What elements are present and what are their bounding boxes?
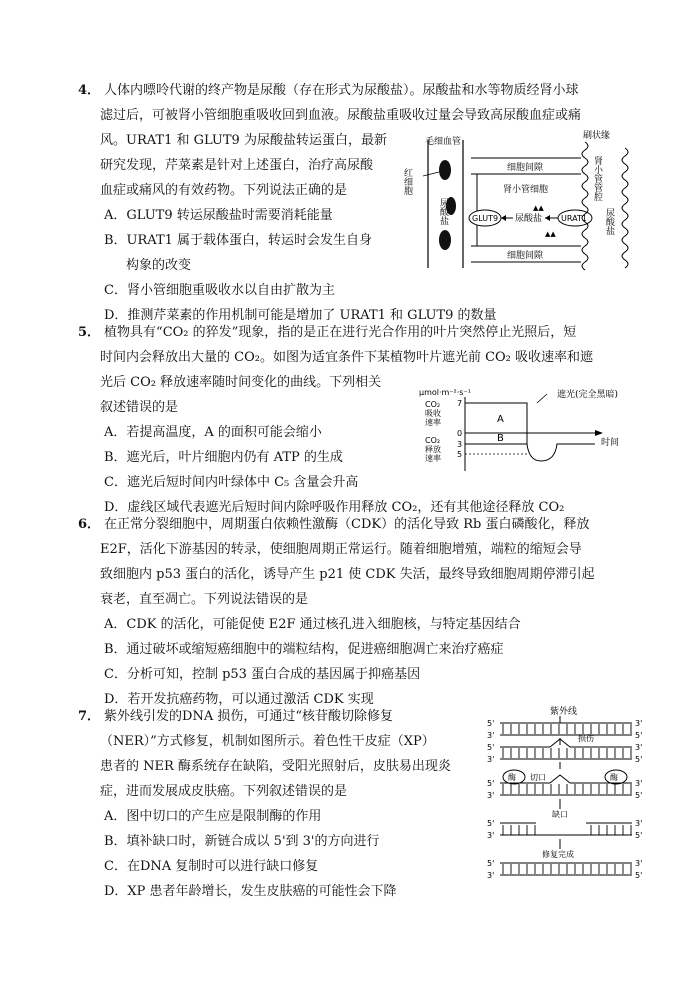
label-gap-top: 细胞间隙 — [507, 163, 544, 173]
svg-text:5': 5' — [635, 755, 643, 764]
q7-line-4: 症，进而发展成皮肤癌。下列叙述错误的是 — [100, 784, 348, 799]
q5-co2-figure — [417, 385, 632, 473]
q5-option-d: D．虚线区域代表遮光后短时间内除呼吸作用释放 CO₂，还有其他途径释放 CO₂ — [104, 500, 565, 515]
q7-option-b: B．填补缺口时，新链合成以 5'到 3'的方向进行 — [104, 834, 380, 849]
svg-text:3': 3' — [487, 791, 495, 800]
svg-text:速率: 速率 — [425, 454, 441, 463]
q5-line-2: 时间内会释放出大量的 CO₂。如图为适宜条件下某植物叶片遮光前 CO₂ 吸收速率和遮 — [100, 350, 594, 365]
q4-kidney-figure — [395, 128, 635, 278]
svg-text:5': 5' — [635, 731, 643, 740]
q5-line-3: 光后 CO₂ 释放速率随时间变化的曲线。下列相关 — [100, 375, 382, 390]
q4-option-c: C．肾小管细胞重吸收水以自由扩散为主 — [104, 283, 335, 298]
q6-option-d: D．若开发抗癌药物，可以通过激活 CDK 实现 — [104, 692, 374, 707]
label-region-b: B — [497, 433, 504, 444]
svg-text:5': 5' — [487, 743, 495, 752]
rbc-shape — [439, 230, 451, 250]
label-lumen: 肾小管管腔 — [592, 156, 602, 201]
label-region-a: A — [497, 414, 504, 425]
label-uv: 紫外线 — [550, 707, 578, 717]
svg-text:5': 5' — [487, 779, 495, 788]
q5-option-c: C．遮光后短时间内叶绿体中 C₅ 含量会升高 — [104, 475, 359, 490]
q4-line-3: 风。URAT1 和 GLUT9 为尿酸盐转运蛋白，最新 — [100, 133, 387, 148]
label-tubule-cell: 肾小管细胞 — [503, 185, 549, 195]
svg-text:3': 3' — [635, 859, 643, 868]
q4-line-2: 滤过后，可被肾小管细胞重吸收回到血液。尿酸盐重吸收过量会导致高尿酸血症或痛 — [100, 108, 582, 123]
q6-option-b: B．通过破坏或缩短癌细胞中的端粒结构，促进癌细胞凋亡来治疗癌症 — [104, 642, 504, 657]
svg-text:5': 5' — [487, 859, 495, 868]
q5-line-1: 5． 植物具有“CO₂ 的猝发”现象，指的是正在进行光合作用的叶片突然停止光照后，短 — [78, 325, 577, 340]
q6-option-a: A．CDK 的活化，可能促使 E2F 通过核孔进入细胞核，与特定基因结合 — [104, 617, 521, 632]
label-time: 时间 — [601, 438, 620, 448]
svg-text:3': 3' — [635, 719, 643, 728]
label-gap: 缺口 — [552, 810, 568, 819]
label-brush-border: 刷状缘 — [583, 131, 611, 141]
q7-line-3: 患者的 NER 酶系统存在缺陷，受阳光照射后，皮肤易出现炎 — [100, 759, 451, 774]
svg-text:5': 5' — [635, 871, 643, 880]
q4-option-b-cont: 构象的改变 — [126, 258, 192, 273]
q4-option-d: D．推测芹菜素的作用机制可能是增加了 URAT1 和 GLUT9 的数量 — [104, 308, 497, 323]
q4-line-4: 研究发现，芹菜素是针对上述蛋白，治疗高尿酸 — [100, 158, 374, 173]
dna-gap — [487, 819, 642, 840]
svg-text:CO₂: CO₂ — [425, 436, 441, 445]
label-urate-right: 尿酸盐 — [604, 208, 614, 235]
svg-text:3': 3' — [487, 871, 495, 880]
question-7 — [78, 704, 468, 904]
svg-text:5': 5' — [487, 819, 495, 828]
q7-option-d: D．XP 患者年龄增长，发生皮肤癌的可能性会下降 — [104, 884, 397, 899]
q5-option-b: B．遮光后，叶片细胞内仍有 ATP 的生成 — [104, 450, 343, 465]
q6-line-4: 衰老，直至凋亡。下列说法错误的是 — [100, 592, 309, 607]
svg-text:3': 3' — [487, 831, 495, 840]
svg-text:CO₂: CO₂ — [425, 400, 441, 409]
label-enzyme-right: 酶 — [610, 773, 618, 782]
dna-damaged — [487, 733, 642, 764]
q4-option-a: A．GLUT9 转运尿酸盐时需要消耗能量 — [104, 208, 333, 223]
svg-text:5: 5 — [457, 450, 463, 459]
svg-text:▲▲: ▲▲ — [533, 204, 544, 212]
q6-line-3: 致细胞内 p53 蛋白的活化，诱导产生 p21 使 CDK 失活，最终导致细胞周期停滞引起 — [100, 567, 595, 582]
dna-intact — [487, 719, 642, 740]
label-glut9: GLUT9 — [472, 214, 499, 223]
q6-number: 6． — [78, 517, 101, 532]
svg-text:3': 3' — [487, 731, 495, 740]
label-cut: 切口 — [530, 773, 546, 782]
q7-option-c: C．在DNA 复制时可以进行缺口修复 — [104, 859, 319, 874]
svg-text:3': 3' — [487, 755, 495, 764]
rbc-shape — [439, 160, 451, 180]
q4-option-b: B．URAT1 属于载体蛋白，转运时会发生自身 — [104, 233, 373, 248]
svg-text:3': 3' — [635, 819, 643, 828]
q4-line-5: 血症或痛风的有效药物。下列说法正确的是 — [100, 183, 348, 198]
svg-text:0: 0 — [457, 429, 463, 438]
q5-option-a: A．若提高温度，A 的面积可能会缩小 — [104, 425, 322, 440]
q7-number: 7． — [78, 709, 101, 724]
q6-line-1: 6． 在正常分裂细胞中，周期蛋白依赖性激酶（CDK）的活化导致 Rb 蛋白磷酸化，释放 — [78, 517, 590, 532]
label-urat1: URAT1 — [561, 214, 587, 223]
label-shade: 遮光(完全黑暗) — [557, 390, 619, 400]
svg-text:5': 5' — [487, 719, 495, 728]
label-urate-mid: 尿酸盐 — [515, 214, 543, 224]
dna-repaired — [487, 859, 642, 880]
label-capillary: 毛细血管 — [425, 137, 462, 147]
label-done: 修复完成 — [542, 850, 574, 859]
svg-text:5': 5' — [635, 791, 643, 800]
label-rbc: 红细胞 — [402, 168, 412, 195]
q5-line-4: 叙述错误的是 — [100, 400, 179, 415]
label-gap-bottom: 细胞间隙 — [507, 251, 544, 261]
label-enzyme-left: 酶 — [508, 773, 516, 782]
svg-text:释放: 释放 — [425, 445, 441, 454]
label-urate-left: 尿酸盐 — [438, 198, 448, 225]
q4-line-1: 4． 人体内嘌呤代谢的终产物是尿酸（存在形式为尿酸盐）。尿酸盐和水等物质经肾小球 — [78, 83, 579, 98]
svg-text:吸收: 吸收 — [425, 409, 441, 418]
svg-text:7: 7 — [457, 399, 463, 408]
q6-line-2: E2F，活化下游基因的转录，使细胞周期正常运行。随着细胞增殖，端粒的缩短会导 — [100, 542, 582, 557]
q7-line-1: 7． 紫外线引发的DNA 损伤，可通过“核苷酸切除修复 — [78, 709, 394, 724]
svg-text:速率: 速率 — [425, 418, 441, 427]
svg-text:5': 5' — [635, 831, 643, 840]
label-unit: μmol·m⁻²·s⁻¹ — [419, 388, 471, 397]
q7-line-2: （NER）”方式修复，机制如图所示。着色性干皮症（XP） — [100, 734, 435, 749]
svg-text:3': 3' — [635, 779, 643, 788]
q7-option-a: A．图中切口的产生应是限制酶的作用 — [104, 809, 322, 824]
label-damage: 损伤 — [578, 734, 594, 743]
svg-text:3': 3' — [635, 743, 643, 752]
q5-number: 5． — [78, 325, 101, 340]
svg-text:3: 3 — [457, 440, 463, 449]
q4-number: 4． — [78, 83, 101, 98]
svg-text:▲▲: ▲▲ — [545, 230, 556, 238]
question-6 — [78, 512, 638, 712]
q6-option-c: C．分析可知，控制 p53 蛋白合成的基因属于抑癌基因 — [104, 667, 421, 682]
dna-cut — [487, 770, 642, 800]
q7-ner-figure — [486, 705, 648, 887]
